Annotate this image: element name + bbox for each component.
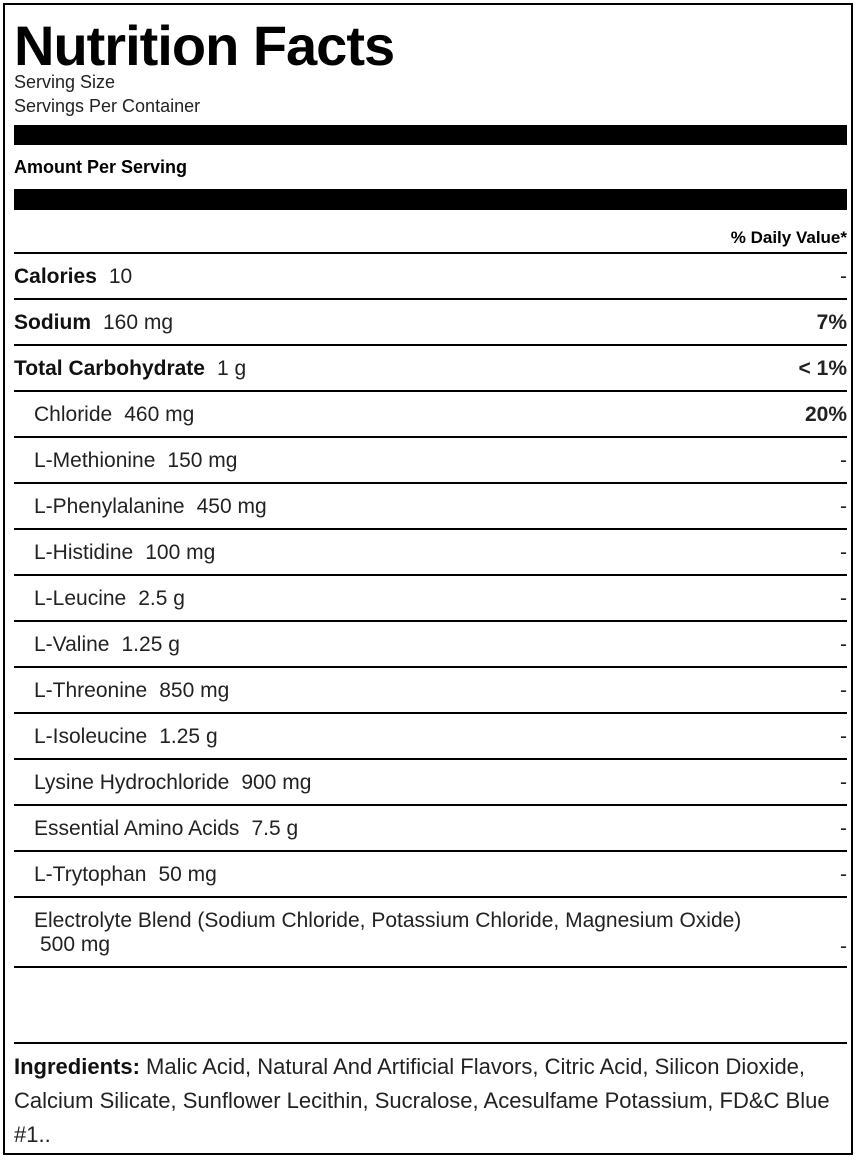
- nutrient-amount: 1 g: [216, 357, 247, 380]
- nutrient-row: [14, 622, 847, 668]
- nutrient-name: Sodium: [14, 311, 91, 334]
- nutrition-facts-label: [3, 3, 853, 1155]
- ingredients-label: Ingredients:: [14, 1054, 140, 1079]
- nutrient-amount: 160 mg: [103, 311, 174, 334]
- servings-per-container: Servings Per Container: [14, 96, 201, 116]
- nutrient-amount: 7.5 g: [251, 817, 299, 840]
- nutrient-daily-value: -: [840, 633, 847, 656]
- nutrient-amount: 460 mg: [124, 403, 195, 426]
- nutrient-row: [14, 576, 847, 622]
- amount-per-serving: Amount Per Serving: [14, 157, 188, 177]
- nutrient-name: Chloride: [34, 403, 113, 426]
- nutrient-name: L-Phenylalanine: [34, 495, 185, 518]
- nutrient-row: [14, 760, 847, 806]
- nutrient-name: Lysine Hydrochloride: [34, 771, 230, 794]
- blend-daily-value: -: [840, 935, 847, 958]
- nutrient-daily-value: -: [840, 817, 847, 840]
- nutrient-row: [14, 254, 847, 300]
- nutrient-row: [14, 392, 847, 438]
- nutrient-daily-value: -: [840, 495, 847, 518]
- nutrient-daily-value: -: [840, 863, 847, 886]
- nutrient-daily-value: < 1%: [798, 357, 847, 380]
- nutrient-amount: 100 mg: [145, 541, 216, 564]
- divider: [14, 966, 847, 968]
- nutrient-amount: 2.5 g: [138, 587, 185, 610]
- nutrient-row: [14, 668, 847, 714]
- blend-amount: 500 mg: [40, 933, 111, 956]
- serving-size: Serving Size: [14, 72, 116, 92]
- daily-value-header: % Daily Value*: [730, 228, 847, 247]
- nutrient-amount: 10: [108, 265, 133, 288]
- nutrient-name: L-Methionine: [34, 449, 156, 472]
- nutrient-name: L-Histidine: [34, 541, 134, 564]
- divider: [14, 1042, 847, 1044]
- nutrient-name: L-Trytophan: [34, 863, 147, 886]
- ingredients-section: [14, 1050, 841, 1152]
- nutrient-daily-value: -: [840, 449, 847, 472]
- nutrient-name: Calories: [14, 265, 97, 288]
- nutrient-amount: 1.25 g: [159, 725, 218, 748]
- nutrient-amount: 150 mg: [167, 449, 238, 472]
- divider: [14, 896, 847, 898]
- electrolyte-blend-row: [34, 909, 847, 957]
- nutrient-name: L-Threonine: [34, 679, 148, 702]
- label-title: Nutrition Facts: [14, 14, 395, 77]
- nutrient-name: Essential Amino Acids: [34, 817, 240, 840]
- thick-divider-top: [14, 125, 847, 145]
- nutrient-daily-value: -: [840, 771, 847, 794]
- nutrient-amount: 850 mg: [159, 679, 230, 702]
- nutrient-daily-value: -: [840, 541, 847, 564]
- nutrient-daily-value: -: [840, 587, 847, 610]
- nutrient-daily-value: 7%: [816, 311, 847, 334]
- nutrient-row: [14, 346, 847, 392]
- nutrient-row: [14, 852, 847, 898]
- nutrient-daily-value: -: [840, 725, 847, 748]
- nutrient-daily-value: 20%: [804, 403, 847, 426]
- nutrient-amount: 450 mg: [196, 495, 267, 518]
- nutrient-row: [14, 300, 847, 346]
- blend-name: Electrolyte Blend (Sodium Chloride, Potassium Chloride, Magnesium Oxide): [34, 909, 742, 932]
- nutrient-daily-value: -: [840, 679, 847, 702]
- thick-divider-bottom: [14, 189, 847, 210]
- nutrient-daily-value: -: [840, 265, 847, 288]
- nutrient-amount: 50 mg: [158, 863, 217, 886]
- nutrient-row: [14, 806, 847, 852]
- nutrient-name: L-Isoleucine: [34, 725, 148, 748]
- nutrient-amount: 1.25 g: [121, 633, 180, 656]
- ingredients-text: Malic Acid, Natural And Artificial Flavors, Citric Acid, Silicon Dioxide, Calcium Silicate, Sunflower Lecithin, Sucralose, Acesulfame Potassium, FD&C Blue #1..: [14, 1054, 830, 1147]
- nutrient-name: Total Carbohydrate: [14, 357, 205, 380]
- nutrient-row: [14, 530, 847, 576]
- nutrient-row: [14, 714, 847, 760]
- nutrient-name: L-Leucine: [34, 587, 127, 610]
- nutrient-name: L-Valine: [34, 633, 110, 656]
- nutrient-amount: 900 mg: [241, 771, 312, 794]
- nutrient-row: [14, 484, 847, 530]
- nutrient-row: [14, 438, 847, 484]
